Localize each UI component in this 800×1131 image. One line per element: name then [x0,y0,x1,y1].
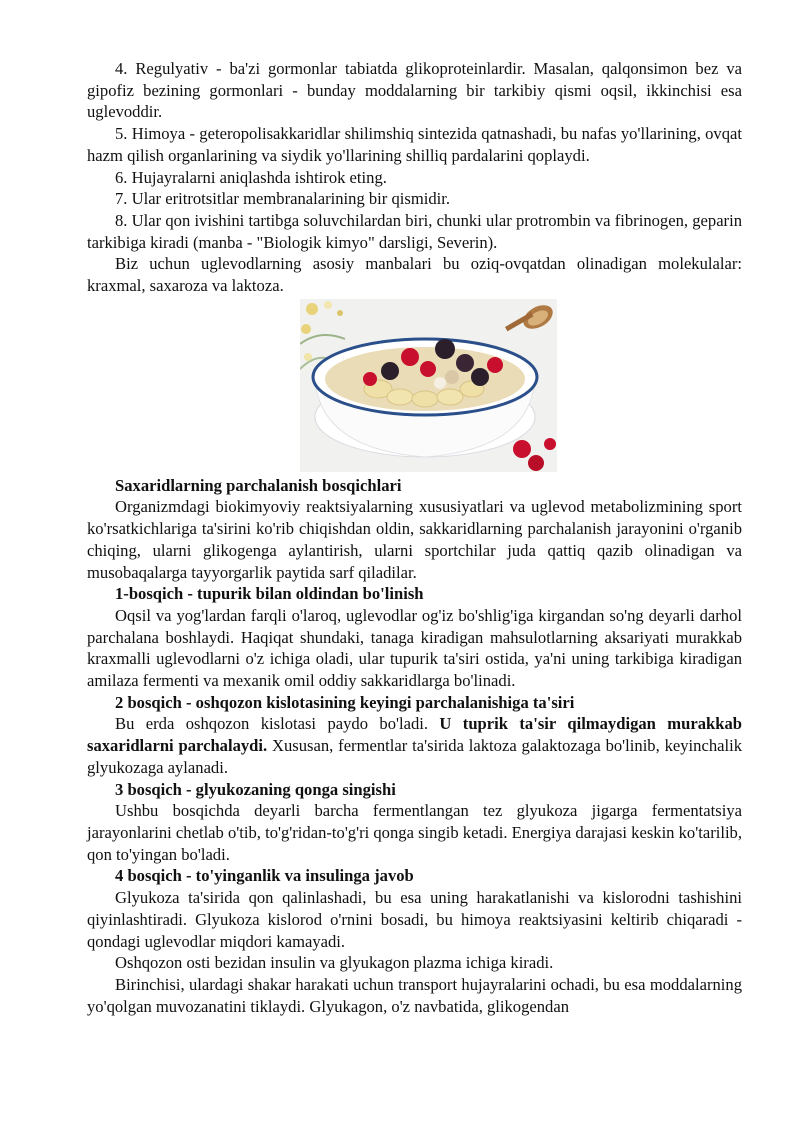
heading-step-4: 4 bosqich - to'yinganlik va insulinga javob [115,866,414,886]
heading-step-3: 3 bosqich - glyukozaning qonga singishi [115,779,396,799]
paragraph-pancreas: Oshqozon osti bezidan insulin va glyukagon plazma ichiga kiradi. [115,953,554,973]
paragraph-step-1: Oqsil va yog'lardan farqli o'laroq, uglevodlar og'iz bo'shlig'iga kirgandan so'ng deyarli darhol parchalana boshlaydi. Haqiqat shundaki, tanaga kiradigan mahsulotlarning aksariyati murakkab kraxmalli uglevodlarni o'z ichiga oladi, ular tupurik ta'siri ostida, ya'ni uning tarkibiga kiradigan amilaza fermenti va mexanik omil oddiy sakkaridlarga bo'linadi. [87,605,742,691]
paragraph-insulin-glucagon: Birinchisi, ulardagi shakar harakati uchun transport hujayralarini ochadi, bu esa moddalarning yo'qolgan muvozanatini tiklaydi. Glyukagon, o'z navbatida, glikogendan [87,974,742,1016]
paragraph-coagulation: 8. Ular qon ivishini tartibga soluvchilardan biri, chunki ular protrombin va fibrinogen, geparin tarkibiga kiradi (manba - "Biologik kimyo" darsligi, Severin). [87,210,742,252]
paragraph-step-4: Glyukoza ta'sirida qon qalinlashadi, bu esa uning harakatlanishi va kislorodni tashishini qiyinlashtiradi. Glyukoza kislorod o'rnini bosadi, bu himoya reaktsiyasini keltirib chiqaradi - qondagi uglevodlar miqdori kamayadi. [87,888,742,951]
paragraph-step-2 [87,713,742,778]
step-2-text-b: Xususan, fermentlar ta'sirida laktoza galaktozaga bo'linib, keyinchalik glyukozaga aylanadi. [87,736,742,777]
document-page [87,58,742,1017]
paragraph-sources: Biz uchun uglevodlarning asosiy manbalari bu oziq-ovqatdan olinadigan molekulalar: kraxmal, saxaroza va laktoza. [87,254,742,296]
heading-step-1: 1-bosqich - tupurik bilan oldindan bo'linish [115,584,424,604]
paragraph-cell-recognition: 6. Hujayralarni aniqlashda ishtirok eting. [115,167,387,187]
figure-container [87,299,742,472]
oatmeal-bowl-illustration [300,299,557,472]
paragraph-step-3: Ushbu bosqichda deyarli barcha fermentlangan tez glyukoza jigarga fermentatsiya jarayonlarini chetlab o'tib, to'g'ridan-to'g'ri qonga singib ketadi. Energiya darajasi keskin ko'tarilib, qon to'yingan bo'ladi. [87,801,742,864]
paragraph-regulatory: 4. Regulyativ - ba'zi gormonlar tabiatda glikoproteinlardir. Masalan, qalqonsimon bez va gipofiz bezining gormonlari - bunday moddalarning bir tarkibiy qismi oqsil, ikkinchisi esa uglevoddir. [87,59,742,122]
step-2-text-bold: U tuprik ta'sir qilmaydigan murakkab saxaridlarni parchalaydi. [87,714,742,756]
heading-step-2: 2 bosqich - oshqozon kislotasining keyingi parchalanishiga ta'siri [115,692,575,712]
paragraph-erythrocytes: 7. Ular eritrotsitlar membranalarining bir qismidir. [115,189,451,209]
paragraph-intro: Organizmdagi biokimyoviy reaktsiyalarning xususiyatlari va uglevod metabolizmining sport ko'rsatkichlariga ta'sirini ko'rib chiqishdan oldin, sakkaridlarning parchalanish jarayonini o'rganib chiqing, ularni glikogenga aylantirish, ularni sportchilar juda qattiq qazib olinadigan va musobaqalarga tayyorgarlik paytida sarf qiladilar. [87,497,742,582]
paragraph-protective: 5. Himoya - geteropolisakkaridlar shilimshiq sintezida qatnashadi, bu nafas yo'llarining, ovqat hazm qilish organlarining va siydik yo'llarining shilliq pardalarini qoplaydi. [87,124,742,165]
step-2-text-a: Bu erda oshqozon kislotasi paydo bo'ladi. [115,714,440,734]
heading-breakdown-stages: Saxaridlarning parchalanish bosqichlari [115,475,402,495]
food-bowl-image [300,299,557,472]
